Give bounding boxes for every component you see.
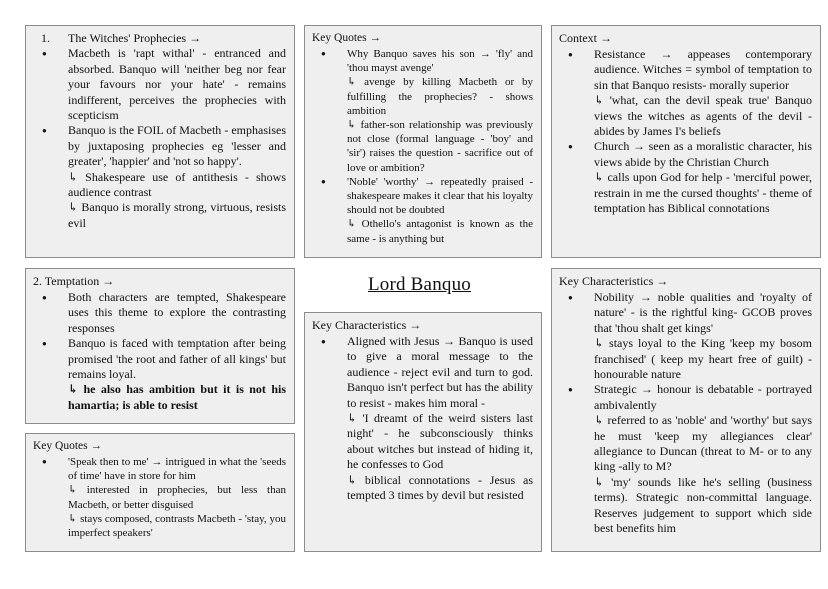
list-item: ● 'Speak then to me' → intrigued in what the 'seeds of time' have in store for him ↳ interested in prophecies, but less than Macbeth, or better disguised ↳ stays composed, contrasts Macbeth - 'stay, you imperfect speakers' (33, 455, 286, 540)
sub-point: ↳ 'my' sounds like he's selling (business terms). Strategic non-committal language. Reserves judgement to support which side best benefits him (594, 474, 812, 536)
sub-point-bold: ↳ he also has ambition but it is not his hamartia; is able to resist (68, 382, 286, 412)
key-characteristics-right-box (551, 268, 821, 552)
list-item: ● Banquo is faced with temptation after being promised 'the root and father of all kings' but remains loyal. ↳ he also has ambition but it is not his hamartia; is able to resist (33, 336, 286, 413)
witches-prophecies-box (25, 25, 295, 258)
list-item: ● Church → seen as a moralistic character, his views abide by the Christian Church ↳ calls upon God for help - 'merciful power, restrain in me the cursed thoughts' - theme of temptation has Biblical connotations (559, 139, 812, 216)
list-item: ● Resistance → appeases contemporary audience. Witches = symbol of temptation to sin that Banquo resists- morally superior ↳ 'what, can the devil speak true' Banquo views the witches as agents of the devil - abides by James I's beliefs (559, 47, 812, 139)
sub-point: ↳ calls upon God for help - 'merciful power, restrain in me the cursed thoughts' - theme of temptation has Biblical connotations (594, 170, 812, 216)
list-item: ● Strategic → honour is debatable - portrayed ambivalently ↳ referred to as 'noble' and 'worthy' but says he must 'keep my allegiances clear' allegiance to Duncan (threat to M- or to any king -ally to M? ↳ 'my' sounds like he's selling (business terms). Strategic non-committal language. Reserves judgement to support which side best benefits him (559, 382, 812, 536)
sub-point: ↳ avenge by killing Macbeth or by fulfilling the prophecies? - shows ambition (347, 76, 533, 117)
temptation-list (33, 290, 286, 413)
witches-list (33, 46, 286, 231)
list-item: ● Why Banquo saves his son → 'fly' and 'thou mayst avenge' ↳ avenge by killing Macbeth or by fulfilling the prophecies? - shows ambition ↳ father-son relationship was previously not close (formal language - 'boy' and 'sir') raises the question - sacrifice out of love or ambition? (312, 47, 533, 175)
key-quotes-heading: Key Quotes → (312, 32, 381, 44)
key-quotes-list (33, 455, 286, 540)
witches-heading-row (33, 31, 286, 46)
sub-point: ↳ 'what, can the devil speak true' Banquo views the witches as agents of the devil - abides by James I's beliefs (594, 93, 812, 139)
sub-point: ↳ referred to as 'noble' and 'worthy' but says he must 'keep my allegiances clear' allegiance to Duncan (threat to M- or to any king -ally to M? (594, 413, 812, 474)
sub-point: ↳ Shakespeare use of antithesis - shows audience contrast (68, 169, 286, 200)
section-number: 1. (41, 31, 50, 45)
list-item: ● Macbeth is 'rapt withal' - entranced and absorbed. Banquo will 'neither beg nor fear your favours nor your hate' - remains indifferent, perceives the prophecies with scepticism (33, 46, 286, 123)
list-item: ● Aligned with Jesus → Banquo is used to give a moral message to the audience - reject evil and turn to god. Banquo isn't perfect but has the ability to resist - makes him moral - ↳ 'I dreamt of the weird sisters last night' - he subconsciously thinks about witches but instead of hiding it, he confesses to God ↳ biblical connotations - Jesus as tempted 3 times by devil but resisted (312, 334, 533, 503)
key-characteristics-list (312, 334, 533, 503)
sub-point: ↳ 'I dreamt of the weird sisters last night' - he subconsciously thinks about witches but instead of hiding it, he confesses to God (347, 411, 533, 472)
key-quotes-top-box (304, 25, 542, 258)
list-item: ● 'Noble' 'worthy' → repeatedly praised - shakespeare makes it clear that his loyalty should not be doubted ↳ Othello's antagonist is known as the same - is anything but (312, 175, 533, 246)
context-box (551, 25, 821, 258)
sub-point: ↳ Banquo is morally strong, virtuous, resists evil (68, 200, 286, 230)
sub-point: ↳ stays composed, contrasts Macbeth - 'stay, you imperfect speakers' (68, 512, 286, 540)
sub-point: ↳ stays loyal to the King 'keep my bosom franchised' ( keep my heart free of guilt) - honourable nature (594, 336, 812, 382)
key-quotes-list (312, 47, 533, 246)
context-list (559, 47, 812, 216)
temptation-box (25, 268, 295, 424)
key-quotes-bottom-box (25, 433, 295, 552)
context-heading: Context → (559, 31, 612, 45)
key-characteristics-list (559, 290, 812, 537)
page-title: Lord Banquo (368, 274, 471, 295)
sub-point: ↳ interested in prophecies, but less than Macbeth, or better disguised (68, 484, 286, 511)
sub-point: ↳ father-son relationship was previously not close (formal language - 'boy' and 'sir') raises the question - sacrifice out of love or ambition? (347, 119, 533, 174)
list-item: ● Banquo is the FOIL of Macbeth - emphasises by juxtaposing prophecies eg 'lesser and greater', 'happier' and 'not so happy'. ↳ Shakespeare use of antithesis - shows audience contrast ↳ Banquo is morally strong, virtuous, resists evil (33, 123, 286, 231)
sub-point: ↳ biblical connotations - Jesus as tempted 3 times by devil but resisted (347, 472, 533, 503)
key-characteristics-heading: Key Characteristics → (312, 318, 422, 332)
list-item: ● Nobility → noble qualities and 'royalty of nature' - is the rightful king- GCOB proves that 'thou shalt get kings' ↳ stays loyal to the King 'keep my bosom franchised' ( keep my heart free of guilt) - honourable nature (559, 290, 812, 382)
key-characteristics-middle-box (304, 312, 542, 552)
list-item: ● Both characters are tempted, Shakespeare uses this theme to explore the contrasting responses (33, 290, 286, 336)
key-quotes-heading: Key Quotes → (33, 440, 102, 452)
sub-point: ↳ Othello's antagonist is known as the same - is anything but (347, 218, 533, 245)
witches-heading: The Witches' Prophecies → (68, 31, 202, 45)
key-characteristics-heading: Key Characteristics → (559, 274, 669, 288)
temptation-heading: 2. Temptation → (33, 274, 115, 288)
